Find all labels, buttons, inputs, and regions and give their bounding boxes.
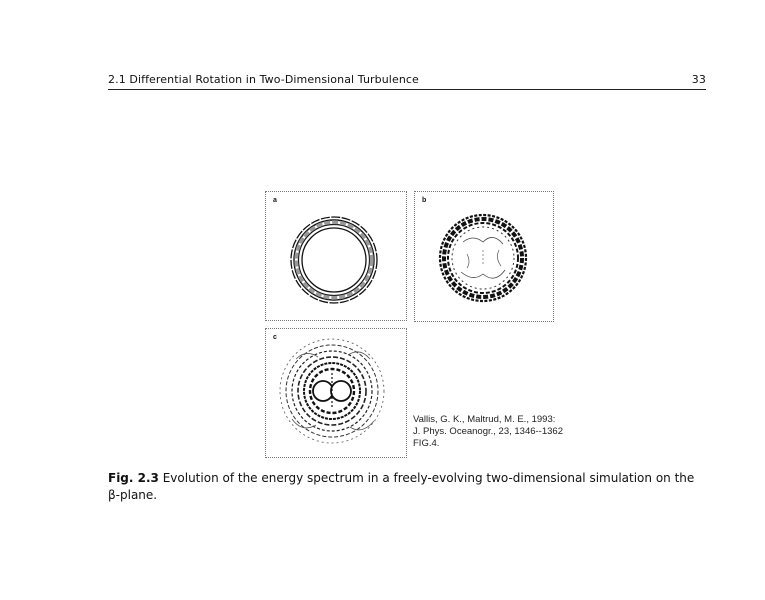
- panel-b-ring-plot: [415, 192, 553, 321]
- figure-panel-c: [265, 328, 407, 458]
- citation-line: J. Phys. Oceanogr., 23, 1346--1362: [413, 426, 563, 437]
- header-rule: [108, 89, 706, 90]
- running-header: [108, 73, 706, 89]
- panel-a-ring-plot: [266, 192, 406, 320]
- section-title: 2.1 Differential Rotation in Two-Dimensional Turbulence: [108, 73, 419, 86]
- panel-label: a: [273, 197, 277, 204]
- caption-text: Evolution of the energy spectrum in a freely-evolving two-dimensional simulation on the β-plane.: [108, 471, 695, 502]
- figure-panel-b: [414, 191, 554, 322]
- panel-c-contour-plot: [266, 329, 406, 457]
- caption-label: Fig. 2.3: [108, 471, 159, 485]
- figure-panel-a: [265, 191, 407, 321]
- figure-caption: [108, 470, 706, 504]
- panel-label: b: [422, 197, 427, 204]
- figure-citation: [413, 414, 563, 450]
- citation-line: FIG.4.: [413, 438, 440, 449]
- panel-label: c: [273, 334, 277, 341]
- citation-line: Vallis, G. K., Maltrud, M. E., 1993:: [413, 414, 556, 425]
- page-number: 33: [691, 73, 706, 86]
